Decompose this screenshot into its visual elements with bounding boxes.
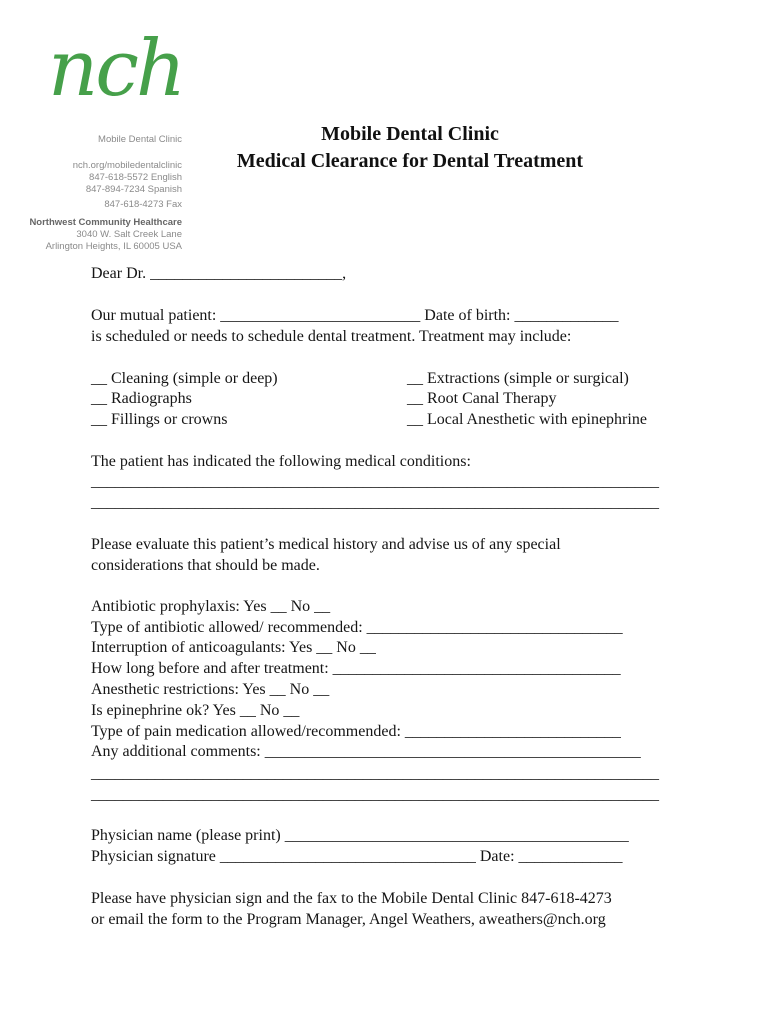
nch-logo: nch <box>48 24 184 114</box>
question-antibiotic-type: Type of antibiotic allowed/ recommended: ________________________________ <box>91 619 623 636</box>
conditions-label: The patient has indicated the following medical conditions: <box>91 453 471 470</box>
sidebar-org: Northwest Community Healthcare <box>29 217 182 228</box>
treatment-root-canal: __ Root Canal Therapy <box>407 390 557 407</box>
sidebar-phone-english: 847-618-5572 English <box>89 172 182 183</box>
scheduled-line: is scheduled or needs to schedule dental treatment. Treatment may include: <box>91 328 572 345</box>
sidebar-fax: 847-618-4273 Fax <box>104 199 182 210</box>
sidebar-url: nch.org/mobiledentalclinic <box>72 160 182 171</box>
treatment-radiographs: __ Radiographs <box>91 390 192 407</box>
question-anesthetic-restrictions: Anesthetic restrictions: Yes __ No __ <box>91 681 330 698</box>
sidebar-street: 3040 W. Salt Creek Lane <box>76 229 182 240</box>
evaluate-line-1: Please evaluate this patient’s medical history and advise us of any special <box>91 536 561 553</box>
conditions-line-2: _______________________________________________________________________ <box>91 494 659 511</box>
salutation: Dear Dr. ________________________, <box>91 265 347 282</box>
question-comments: Any additional comments: _______________________________________________ <box>91 743 641 760</box>
sidebar-city: Arlington Heights, IL 60005 USA <box>45 241 182 252</box>
patient-line: Our mutual patient: _________________________ Date of birth: _____________ <box>91 307 619 324</box>
question-epinephrine: Is epinephrine ok? Yes __ No __ <box>91 702 300 719</box>
sidebar-clinic: Mobile Dental Clinic <box>98 134 182 145</box>
comments-line-1: _______________________________________________________________________ <box>91 765 659 782</box>
treatment-cleaning: __ Cleaning (simple or deep) <box>91 370 278 387</box>
footer-instructions-2: or email the form to the Program Manager, Angel Weathers, aweathers@nch.org <box>91 911 606 928</box>
treatment-anesthetic: __ Local Anesthetic with epinephrine <box>407 411 647 428</box>
page-title-form: Medical Clearance for Dental Treatment <box>236 150 584 172</box>
treatment-fillings: __ Fillings or crowns <box>91 411 228 428</box>
question-how-long: How long before and after treatment: ____________________________________ <box>91 660 621 677</box>
comments-line-2: _______________________________________________________________________ <box>91 786 659 803</box>
question-anticoagulants: Interruption of anticoagulants: Yes __ No __ <box>91 639 376 656</box>
physician-signature-line: Physician signature ________________________________ Date: _____________ <box>91 848 623 865</box>
question-pain-medication: Type of pain medication allowed/recommended: ___________________________ <box>91 723 621 740</box>
sidebar-phone-spanish: 847-894-7234 Spanish <box>85 184 182 195</box>
physician-name-line: Physician name (please print) ___________________________________________ <box>91 827 629 844</box>
conditions-line-1: _______________________________________________________________________ <box>91 473 659 490</box>
page-title-clinic: Mobile Dental Clinic <box>321 123 499 145</box>
footer-instructions-1: Please have physician sign and the fax to the Mobile Dental Clinic 847-618-4273 <box>91 890 612 907</box>
question-antibiotic-prophylaxis: Antibiotic prophylaxis: Yes __ No __ <box>91 598 331 615</box>
treatment-extractions: __ Extractions (simple or surgical) <box>407 370 629 387</box>
evaluate-line-2: considerations that should be made. <box>91 557 320 574</box>
